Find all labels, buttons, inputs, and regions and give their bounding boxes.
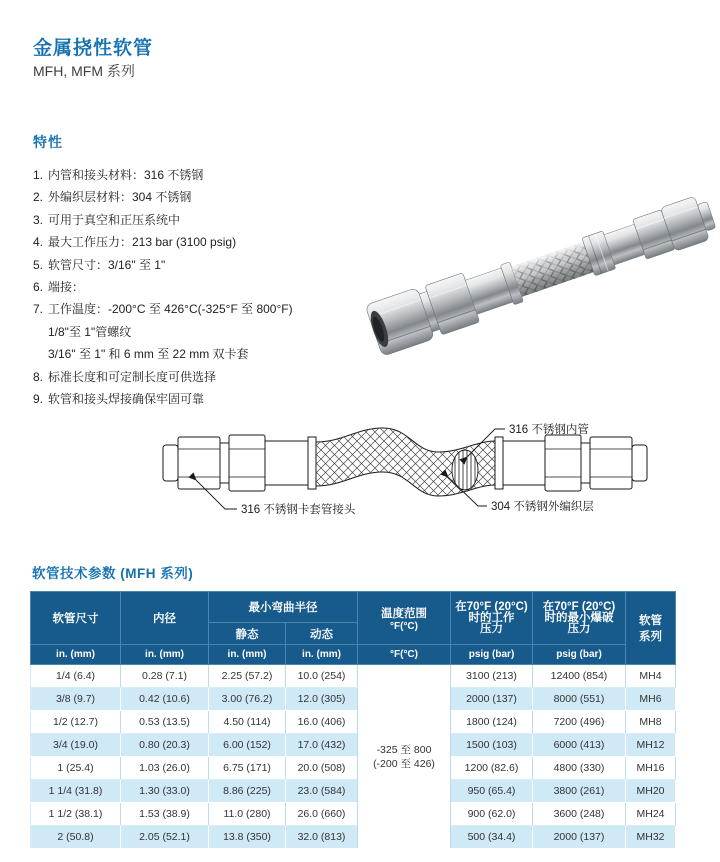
cell-size: 3/4 (19.0) — [31, 734, 121, 757]
table-row — [31, 734, 676, 757]
right-fitting — [602, 193, 716, 272]
cell-dynamic: 17.0 (432) — [286, 734, 358, 757]
feature-number: 6. — [33, 280, 44, 295]
feature-text: 工作温度：-200°C 至 426°C(-325°F 至 800°F) — [48, 302, 293, 317]
cell-id: 1.30 (33.0) — [121, 780, 209, 803]
cell-dynamic: 20.0 (508) — [286, 757, 358, 780]
cell-size: 2 (50.8) — [31, 826, 121, 849]
feature-text: 最大工作压力：213 bar (3100 psig) — [48, 235, 237, 250]
cell-series: MH12 — [626, 734, 676, 757]
cell-working-pressure: 2000 (137) — [451, 688, 533, 711]
feature-text: 软管和接头焊接确保牢固可靠 — [48, 392, 205, 407]
feature-item — [33, 298, 373, 320]
table-row — [31, 688, 676, 711]
cell-size: 1 (25.4) — [31, 757, 121, 780]
col-header-working-pressure: 在70°F (20°C) 时的工作 压力 — [451, 592, 533, 645]
unit-cell: in. (mm) — [31, 645, 121, 665]
cell-working-pressure: 500 (34.4) — [451, 826, 533, 849]
col-header-static: 静态 — [209, 623, 286, 645]
col-header-temp-range: 温度范围 °F(°C) — [358, 592, 451, 645]
cell-burst-pressure: 2000 (137) — [533, 826, 626, 849]
cell-static: 4.50 (114) — [209, 711, 286, 734]
cell-temp-range: -325 至 800 (-200 至 426) — [358, 665, 451, 849]
unit-cell: in. (mm) — [286, 645, 358, 665]
cell-dynamic: 12.0 (305) — [286, 688, 358, 711]
product-photo — [358, 148, 716, 400]
diagram-right-fitting — [495, 435, 647, 491]
feature-number: 7. — [33, 302, 44, 317]
col-header-hose-size: 软管尺寸 — [31, 592, 121, 645]
table-row — [31, 711, 676, 734]
cell-working-pressure: 3100 (213) — [451, 665, 533, 688]
table-row — [31, 826, 676, 849]
cell-id: 0.80 (20.3) — [121, 734, 209, 757]
cell-working-pressure: 1200 (82.6) — [451, 757, 533, 780]
unit-cell: in. (mm) — [209, 645, 286, 665]
cell-burst-pressure: 12400 (854) — [533, 665, 626, 688]
feature-item — [33, 366, 373, 388]
feature-text: 3/16" 至 1" 和 6 mm 至 22 mm 双卡套 — [48, 347, 249, 362]
feature-text: 端接： — [48, 280, 85, 295]
hose-assembly — [365, 189, 716, 356]
cell-burst-pressure: 3600 (248) — [533, 803, 626, 826]
feature-number: 8. — [33, 369, 44, 384]
callout-label-fitting: 316 不锈钢卡套管接头 — [241, 504, 356, 516]
feature-text: 软管尺寸：3/16" 至 1" — [48, 257, 166, 272]
cell-size: 1 1/4 (31.8) — [31, 780, 121, 803]
page-title: 金属挠性软管 — [33, 38, 154, 59]
feature-number: 5. — [33, 257, 44, 272]
cell-id: 2.05 (52.1) — [121, 826, 209, 849]
feature-number: 4. — [33, 235, 44, 250]
feature-text: 可用于真空和正压系统中 — [48, 212, 181, 227]
cell-static: 13.8 (350) — [209, 826, 286, 849]
cell-id: 0.42 (10.6) — [121, 688, 209, 711]
cell-series: MH20 — [626, 780, 676, 803]
cell-static: 8.86 (225) — [209, 780, 286, 803]
feature-item — [33, 231, 373, 253]
unit-cell: in. (mm) — [121, 645, 209, 665]
braided-section — [510, 231, 616, 301]
feature-number: 2. — [33, 190, 44, 205]
feature-item — [33, 209, 373, 231]
feature-item — [33, 164, 373, 186]
spec-table — [30, 591, 676, 849]
diagram-braid — [316, 428, 495, 496]
feature-number: 1. — [33, 168, 44, 182]
feature-item — [33, 254, 373, 276]
cell-id: 0.28 (7.1) — [121, 665, 209, 688]
col-header-burst-pressure: 在70°F (20°C) 时的最小爆破 压力 — [533, 592, 626, 645]
col-header-dynamic: 动态 — [286, 623, 358, 645]
cell-working-pressure: 1800 (124) — [451, 711, 533, 734]
cell-series: MH24 — [626, 803, 676, 826]
cell-working-pressure: 1500 (103) — [451, 734, 533, 757]
left-fitting — [365, 256, 526, 356]
table-row — [31, 757, 676, 780]
cell-dynamic: 23.0 (584) — [286, 780, 358, 803]
cell-burst-pressure: 3800 (261) — [533, 780, 626, 803]
feature-item — [33, 186, 373, 208]
cell-burst-pressure: 6000 (413) — [533, 734, 626, 757]
cell-series: MH16 — [626, 757, 676, 780]
cell-id: 1.53 (38.9) — [121, 803, 209, 826]
cell-size: 3/8 (9.7) — [31, 688, 121, 711]
cell-burst-pressure: 7200 (496) — [533, 711, 626, 734]
cell-working-pressure: 950 (65.4) — [451, 780, 533, 803]
feature-text: 1/8"至 1"管螺纹 — [48, 324, 132, 339]
cell-series: MH4 — [626, 665, 676, 688]
col-header-hose-series: 软管 系列 — [626, 592, 676, 665]
cell-static: 11.0 (280) — [209, 803, 286, 826]
cell-working-pressure: 900 (62.0) — [451, 803, 533, 826]
features-heading: 特性 — [33, 134, 63, 150]
feature-text: 内管和接头材料：316 不锈钢 — [48, 168, 204, 182]
page-subtitle: MFH, MFM 系列 — [33, 63, 135, 79]
unit-cell: psig (bar) — [451, 645, 533, 665]
table-row — [31, 803, 676, 826]
feature-item — [33, 276, 373, 298]
cell-id: 1.03 (26.0) — [121, 757, 209, 780]
feature-text: 外编织层材料：304 不锈钢 — [48, 190, 192, 205]
inner-tube-reveal — [452, 450, 478, 490]
cell-id: 0.53 (13.5) — [121, 711, 209, 734]
feature-subitem — [33, 321, 373, 343]
cell-static: 6.75 (171) — [209, 757, 286, 780]
cell-series: MH6 — [626, 688, 676, 711]
hose-diagram — [15, 405, 705, 545]
callout-label-outer-braid: 304 不锈钢外编织层 — [491, 501, 594, 513]
col-header-min-bend-radius: 最小弯曲半径 — [209, 592, 358, 623]
cell-size: 1/2 (12.7) — [31, 711, 121, 734]
table-row — [31, 665, 676, 688]
cell-series: MH32 — [626, 826, 676, 849]
feature-text: 标准长度和可定制长度可供选择 — [48, 369, 217, 384]
feature-number: 3. — [33, 212, 44, 227]
cell-size: 1/4 (6.4) — [31, 665, 121, 688]
cell-static: 3.00 (76.2) — [209, 688, 286, 711]
cell-dynamic: 32.0 (813) — [286, 826, 358, 849]
cell-dynamic: 16.0 (406) — [286, 711, 358, 734]
cell-static: 2.25 (57.2) — [209, 665, 286, 688]
cell-burst-pressure: 8000 (551) — [533, 688, 626, 711]
spec-section — [30, 562, 676, 849]
cell-size: 1 1/2 (38.1) — [31, 803, 121, 826]
features-section — [33, 132, 373, 410]
unit-cell: psig (bar) — [533, 645, 626, 665]
spec-table-title: 软管技术参数 (MFH 系列) — [32, 566, 194, 581]
table-row — [31, 780, 676, 803]
cell-dynamic: 26.0 (660) — [286, 803, 358, 826]
cell-burst-pressure: 4800 (330) — [533, 757, 626, 780]
cell-series: MH8 — [626, 711, 676, 734]
callout-label-inner-tube: 316 不锈钢内管 — [509, 424, 589, 436]
unit-cell: °F(°C) — [358, 645, 451, 665]
feature-number: 9. — [33, 392, 44, 407]
feature-subitem — [33, 343, 373, 365]
col-header-inner-diameter: 内径 — [121, 592, 209, 645]
cell-dynamic: 10.0 (254) — [286, 665, 358, 688]
cell-static: 6.00 (152) — [209, 734, 286, 757]
diagram-left-fitting — [163, 435, 316, 491]
